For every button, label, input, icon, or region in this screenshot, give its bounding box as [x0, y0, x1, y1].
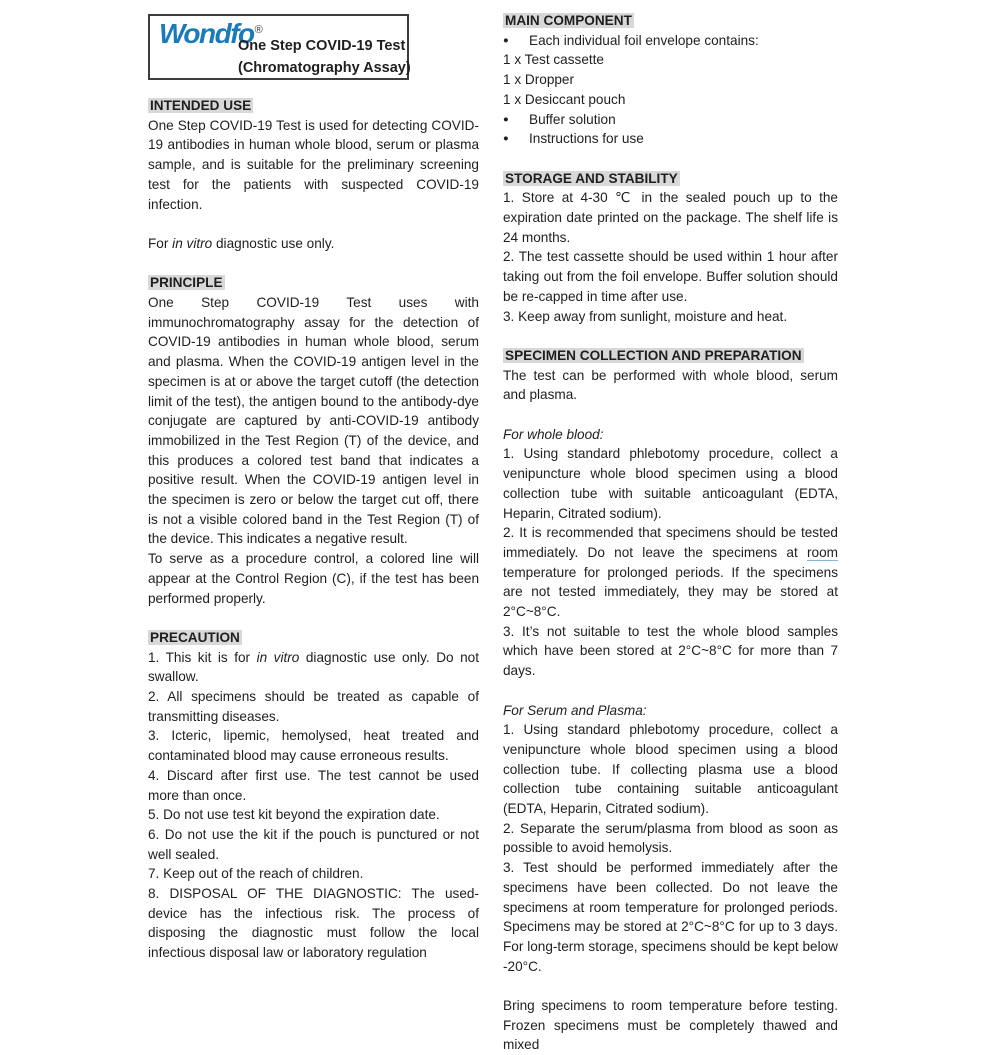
- blank-line: [503, 149, 838, 169]
- text-run: 1. This kit is for: [148, 649, 257, 665]
- paragraph: [503, 622, 838, 681]
- text-run: 3. It’s not suitable to test the whole blood samples which have been stored at 2°C~8°C for more than 7 days.: [503, 623, 838, 679]
- paragraph: [503, 523, 838, 622]
- paragraph: [503, 444, 838, 523]
- right-column-content: [503, 11, 838, 1055]
- blank-line: [148, 214, 479, 234]
- paragraph: [148, 549, 479, 608]
- paragraph: [503, 50, 838, 70]
- section-heading-line: [503, 346, 838, 366]
- section-heading: PRINCIPLE: [150, 275, 223, 291]
- text-run: 3. Keep away from sunlight, moisture and heat.: [503, 308, 788, 324]
- paragraph: [503, 996, 838, 1055]
- section-heading-line: [148, 96, 479, 116]
- text-run: 7. Keep out of the reach of children.: [148, 866, 364, 882]
- text-run: 1 x Desiccant pouch: [503, 91, 626, 107]
- paragraph: [148, 864, 479, 884]
- product-subtitle: (Chromatography Assay): [238, 60, 411, 76]
- paragraph: [148, 766, 479, 805]
- paragraph: [503, 819, 838, 858]
- paragraph: [148, 116, 479, 215]
- logo-box: [148, 14, 409, 80]
- text-run: One Step COVID-19 Test uses with immunochromatography assay for the detection of COVID-19 antibodies in human whole blood, serum and plasma. When the COVID-19 antigen level in the specimen is at or above the target cutoff (the detection limit of the test), the antigen bound to the antibody-dye conjugate are captured by anti-COVID-19 antibody immobilized in the Test Region (T) of the device, and this produces a colored test band that indicates a positive result. When the COVID-19 antigen level in the specimen is zero or below the target cut off, there is not a visible colored band in the Test Region (T) of the device. This indicates a negative result.: [148, 295, 479, 547]
- paragraph: [503, 720, 838, 819]
- bullet-icon: ●: [503, 34, 509, 46]
- section-heading: PRECAUTION: [150, 629, 240, 645]
- section-heading-line: [148, 628, 479, 648]
- paragraph: [503, 858, 838, 976]
- text-run: 2. All specimens should be treated as capable of transmitting diseases.: [148, 689, 479, 724]
- section-heading: STORAGE AND STABILITY: [505, 170, 678, 186]
- registered-trademark-icon: ®: [254, 24, 263, 36]
- paragraph: [503, 307, 838, 327]
- bullet-item: [503, 129, 838, 149]
- blank-line: [148, 608, 479, 628]
- text-run: temperature for prolonged periods. If the specimens are not tested immediately, they may be stored at 2°C~8°C.: [503, 564, 838, 620]
- product-title-block: [238, 35, 411, 79]
- blank-line: [503, 326, 838, 346]
- bullet-text: Each individual foil envelope contains:: [529, 32, 759, 48]
- text-run: 3. Icteric, lipemic, hemolysed, heat treated and contaminated blood may cause erroneous results.: [148, 728, 479, 764]
- section-heading-line: [148, 273, 479, 293]
- text-run: 3. Test should be performed immediately after the specimens have been collected. Do not leave the specimens at room temperature for prolonged periods. Specimens may be stored at 2°C~8°C for up to 3 days. For long-term storage, specimens should be kept below -20°C.: [503, 860, 838, 974]
- left-column: [148, 14, 479, 963]
- right-column: [503, 11, 838, 1055]
- text-run: diagnostic use only.: [212, 235, 335, 251]
- bullet-text: Buffer solution: [529, 111, 616, 127]
- text-run: in vitro: [172, 235, 213, 251]
- paragraph: [503, 90, 838, 110]
- left-column-content: [148, 96, 479, 963]
- text-run: To serve as a procedure control, a colored line will appear at the Control Region (C), if the test has been performed properly.: [148, 551, 479, 606]
- text-run: 8. DISPOSAL OF THE DIAGNOSTIC: The used-device has the infectious risk. The process of disposing the diagnostic must follow the local infectious disposal law or laboratory regulation: [148, 886, 479, 961]
- text-run: diagnostic use only. Do not swallow.: [148, 649, 479, 685]
- text-run: 1 x Test cassette: [503, 52, 604, 68]
- text-run: 1. Using standard phlebotomy procedure, collect a venipuncture whole blood specimen using a blood collection tube. If collecting plasma use a blood collection tube containing suitable anticoagulant (EDTA, Heparin, Citrated sodium).: [503, 722, 838, 817]
- section-heading-line: [503, 169, 838, 189]
- text-run: 1 x Dropper: [503, 72, 575, 88]
- paragraph: [148, 648, 479, 687]
- subsection-label: [503, 425, 838, 445]
- subsection-label: [503, 701, 838, 721]
- paragraph: [148, 726, 479, 765]
- section-heading: MAIN COMPONENT: [505, 13, 632, 28]
- text-run: 1. Using standard phlebotomy procedure, collect a venipuncture whole blood specimen using a blood collection tube with suitable anticoagulant (EDTA, Heparin, Citrated sodium).: [503, 446, 838, 521]
- text-run: 5. Do not use test kit beyond the expiration date.: [148, 807, 440, 823]
- text-run: 4. Discard after first use. The test cannot be used more than once.: [148, 767, 479, 803]
- text-run: 6. Do not use the kit if the pouch is punctured or not well sealed.: [148, 826, 479, 862]
- paragraph: [503, 366, 838, 405]
- section-heading: SPECIMEN COLLECTION AND PREPARATION: [505, 347, 802, 363]
- product-title: One Step COVID-19 Test: [238, 38, 406, 54]
- text-run: One Step COVID-19 Test is used for detecting COVID-19 antibodies in human whole blood, serum or plasma sample, and is suitable for the preliminary screening test for the patients with suspected COVID-19 infection.: [148, 117, 479, 212]
- paragraph: [148, 687, 479, 726]
- text-run: For whole blood:: [503, 426, 604, 442]
- text-run: in vitro: [256, 649, 300, 665]
- paragraph: [148, 825, 479, 864]
- text-run: Bring specimens to room temperature before testing. Frozen specimens must be completely thawed and mixed: [503, 998, 838, 1053]
- paragraph: [148, 293, 479, 549]
- paragraph: [503, 247, 838, 306]
- text-run: For Serum and Plasma:: [503, 702, 647, 718]
- blank-line: [503, 681, 838, 701]
- blank-line: [503, 976, 838, 996]
- bullet-icon: ●: [503, 133, 509, 145]
- paragraph: [503, 70, 838, 90]
- blank-line: [148, 254, 479, 274]
- text-run: The test can be performed with whole blood, serum and plasma.: [503, 367, 838, 403]
- text-run: 2. It is recommended that specimens should be tested immediately. Do not leave the specimens at: [503, 525, 838, 560]
- blank-line: [503, 405, 838, 425]
- brand-name: Wondfo: [159, 18, 254, 49]
- text-run: For: [148, 235, 173, 251]
- paragraph: [148, 805, 479, 825]
- section-heading-line: [503, 11, 838, 31]
- paragraph: [503, 188, 838, 247]
- underlined-word: room: [807, 544, 838, 560]
- bullet-text: Instructions for use: [529, 131, 644, 147]
- paragraph: [148, 234, 479, 254]
- paragraph: [148, 884, 479, 963]
- text-run: 1. Store at 4-30 ℃ in the sealed pouch up to the expiration date printed on the package. The shelf life is 24 months.: [503, 190, 838, 245]
- bullet-item: [503, 110, 838, 130]
- bullet-icon: ●: [503, 113, 509, 125]
- text-run: 2. Separate the serum/plasma from blood as soon as possible to avoid hemolysis.: [503, 820, 838, 856]
- section-heading: INTENDED USE: [150, 98, 252, 113]
- text-run: 2. The test cassette should be used within 1 hour after taking out from the foil envelope. Buffer solution should be re-capped in time after use.: [503, 249, 838, 304]
- bullet-item: [503, 31, 838, 51]
